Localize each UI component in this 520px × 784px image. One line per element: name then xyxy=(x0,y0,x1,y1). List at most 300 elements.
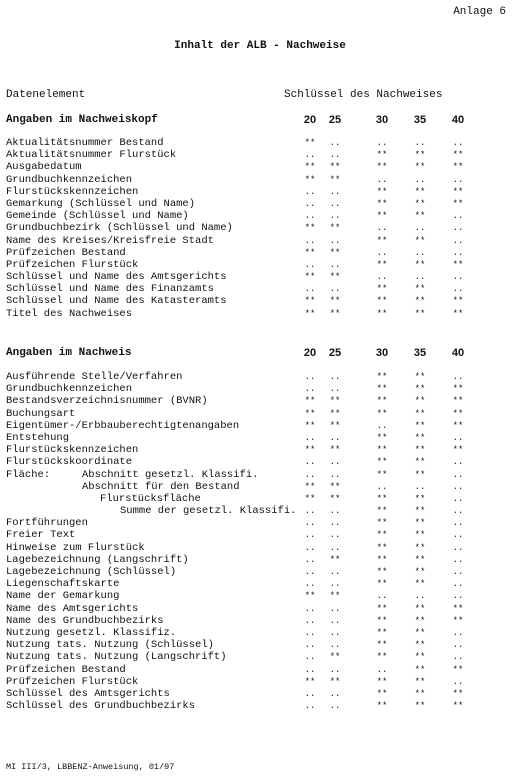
row-label: Lagebezeichnung (Schlüssel) xyxy=(6,566,177,578)
row-mark: ** xyxy=(376,518,388,529)
row-mark: .. xyxy=(329,579,341,590)
row-label: Fläche: xyxy=(6,468,51,481)
row-mark: ** xyxy=(414,676,426,687)
table-row xyxy=(6,186,476,198)
table-row xyxy=(6,271,476,283)
row-label: Grundbuchkennzeichen xyxy=(6,383,133,396)
row-mark: .. xyxy=(329,432,341,443)
row-mark: ** xyxy=(414,235,426,246)
row-mark: .. xyxy=(414,272,426,283)
row-mark: ** xyxy=(329,676,341,687)
row-mark: .. xyxy=(304,469,316,480)
row-mark: .. xyxy=(452,579,464,590)
row-mark: .. xyxy=(304,372,316,382)
table-row xyxy=(6,603,476,615)
row-mark: .. xyxy=(452,432,464,443)
row-mark: .. xyxy=(376,420,388,431)
row-mark: .. xyxy=(452,457,464,468)
row-mark: ** xyxy=(414,445,426,456)
row-mark: .. xyxy=(304,701,316,712)
row-label: Name der Gemarkung xyxy=(6,590,120,603)
row-mark: ** xyxy=(414,567,426,577)
row-mark: .. xyxy=(329,530,341,541)
row-mark: .. xyxy=(452,676,464,687)
row-mark: .. xyxy=(304,542,316,553)
row-mark: ** xyxy=(376,296,388,307)
row-mark: .. xyxy=(304,603,316,614)
row-label: Ausführende Stelle/Verfahren xyxy=(6,371,183,383)
row-mark: .. xyxy=(329,211,341,222)
row-mark: ** xyxy=(414,396,426,407)
table-row xyxy=(6,420,476,432)
row-mark: .. xyxy=(329,615,341,626)
table-row xyxy=(6,481,476,493)
section-title: Angaben im Nachweiskopf xyxy=(6,114,158,126)
table-row xyxy=(6,444,476,456)
row-mark: ** xyxy=(376,701,388,712)
row-mark: .. xyxy=(304,567,316,577)
row-label: Aktualitätsnummer Bestand xyxy=(6,137,164,149)
row-mark: .. xyxy=(452,506,464,517)
row-mark: ** xyxy=(414,432,426,443)
row-mark: .. xyxy=(304,530,316,541)
table-row xyxy=(6,590,476,602)
table-row xyxy=(6,210,476,222)
row-mark: .. xyxy=(452,211,464,222)
row-mark: ** xyxy=(329,396,341,407)
row-label: Prüfzeichen Flurstück xyxy=(6,675,139,688)
row-mark: .. xyxy=(376,247,388,258)
row-mark: .. xyxy=(304,664,316,675)
row-mark: .. xyxy=(414,247,426,258)
row-mark: ** xyxy=(376,396,388,407)
row-mark: .. xyxy=(329,688,341,699)
document-title: Inhalt der ALB - Nachweise xyxy=(174,40,346,52)
row-mark: ** xyxy=(329,481,341,492)
row-label: Name des Kreises/Kreisfreie Stadt xyxy=(6,234,214,247)
row-mark: ** xyxy=(376,186,388,197)
column-header-key: Schlüssel des Nachweises xyxy=(284,89,443,101)
row-mark: .. xyxy=(376,272,388,283)
code-20: 20 xyxy=(303,114,317,126)
row-mark: ** xyxy=(452,308,464,319)
row-mark: ** xyxy=(304,223,316,234)
row-mark: ** xyxy=(414,652,426,663)
row-label: Schlüssel des Amtsgerichts xyxy=(6,687,170,700)
row-mark: ** xyxy=(452,445,464,456)
row-mark: ** xyxy=(414,469,426,480)
row-mark: .. xyxy=(304,640,316,651)
row-label: Abschnitt für den Bestand xyxy=(82,480,240,493)
row-mark: .. xyxy=(329,150,341,161)
row-mark: ** xyxy=(414,701,426,712)
row-mark: .. xyxy=(452,591,464,602)
code-40: 40 xyxy=(451,347,465,359)
row-mark: .. xyxy=(414,481,426,492)
table-row xyxy=(6,664,476,676)
row-label: Schlüssel und Name des Katasteramts xyxy=(6,295,227,308)
section-rows xyxy=(6,137,476,320)
table-row xyxy=(6,493,476,505)
row-label: Grundbuchkennzeichen xyxy=(6,173,133,186)
row-label: Schlüssel des Grundbuchbezirks xyxy=(6,700,196,713)
table-row xyxy=(6,137,476,149)
table-row xyxy=(6,688,476,700)
table-row xyxy=(6,676,476,688)
row-mark: ** xyxy=(414,554,426,565)
row-mark: .. xyxy=(376,223,388,234)
row-mark: ** xyxy=(414,384,426,395)
row-mark: ** xyxy=(304,408,316,419)
row-mark: ** xyxy=(414,640,426,651)
row-mark: ** xyxy=(329,296,341,307)
row-mark: ** xyxy=(304,308,316,319)
row-mark: ** xyxy=(329,420,341,431)
row-mark: .. xyxy=(304,652,316,663)
row-label: Prüfzeichen Flurstück xyxy=(6,258,139,271)
row-label: Summe der gesetzl. Klassifi. xyxy=(120,505,297,518)
table-row xyxy=(6,505,476,517)
table-row xyxy=(6,542,476,554)
row-label: Ausgabedatum xyxy=(6,161,82,174)
row-mark: ** xyxy=(304,481,316,492)
section-rows xyxy=(6,371,476,712)
row-mark: ** xyxy=(329,223,341,234)
row-label: Flurstückskennzeichen xyxy=(6,444,139,457)
row-label: Prüfzeichen Bestand xyxy=(6,663,126,676)
row-mark: ** xyxy=(376,284,388,295)
row-mark: .. xyxy=(376,138,388,148)
row-mark: ** xyxy=(304,247,316,258)
row-label-sub: Abschnitt gesetzl. Klassifi. xyxy=(82,468,259,481)
row-mark: ** xyxy=(304,591,316,602)
row-label: Hinweise zum Flurstück xyxy=(6,541,145,554)
table-row xyxy=(6,469,476,481)
row-mark: .. xyxy=(414,591,426,602)
row-mark: ** xyxy=(376,308,388,319)
row-mark: ** xyxy=(376,640,388,651)
footer-reference: MI III/3, LBBENZ-Anweisung, 01/97 xyxy=(6,762,175,772)
row-label: Gemeinde (Schlüssel und Name) xyxy=(6,210,189,223)
row-mark: ** xyxy=(304,676,316,687)
row-mark: ** xyxy=(329,174,341,185)
table-row xyxy=(6,615,476,627)
section-head xyxy=(6,114,476,128)
row-mark: ** xyxy=(329,408,341,419)
row-label: Entstehung xyxy=(6,431,70,444)
row-mark: ** xyxy=(376,627,388,638)
row-mark: .. xyxy=(414,223,426,234)
row-mark: ** xyxy=(376,688,388,699)
row-mark: .. xyxy=(452,469,464,480)
row-mark: ** xyxy=(376,469,388,480)
section-head xyxy=(6,347,476,361)
row-mark: .. xyxy=(329,603,341,614)
row-mark: .. xyxy=(329,627,341,638)
table-row xyxy=(6,174,476,186)
row-mark: .. xyxy=(304,554,316,565)
row-mark: ** xyxy=(329,445,341,456)
row-mark: .. xyxy=(329,567,341,577)
table-row xyxy=(6,456,476,468)
row-mark: ** xyxy=(414,408,426,419)
row-mark: ** xyxy=(329,247,341,258)
row-mark: ** xyxy=(452,384,464,395)
row-mark: .. xyxy=(414,174,426,185)
table-row xyxy=(6,222,476,234)
row-mark: ** xyxy=(452,701,464,712)
row-mark: .. xyxy=(329,198,341,209)
row-mark: ** xyxy=(376,676,388,687)
row-mark: ** xyxy=(376,235,388,246)
row-mark: ** xyxy=(414,372,426,382)
row-mark: .. xyxy=(304,198,316,209)
row-mark: .. xyxy=(304,627,316,638)
row-mark: ** xyxy=(452,162,464,173)
row-mark: .. xyxy=(304,432,316,443)
row-mark: .. xyxy=(304,211,316,222)
row-mark: .. xyxy=(304,150,316,161)
row-mark: ** xyxy=(376,162,388,173)
row-mark: ** xyxy=(304,296,316,307)
row-label: Nutzung gesetzl. Klassifiz. xyxy=(6,626,177,639)
table-row xyxy=(6,700,476,712)
row-mark: ** xyxy=(452,408,464,419)
table-row xyxy=(6,295,476,307)
row-mark: .. xyxy=(329,372,341,382)
row-mark: ** xyxy=(376,554,388,565)
row-mark: ** xyxy=(414,664,426,675)
row-mark: .. xyxy=(452,272,464,283)
row-mark: ** xyxy=(452,259,464,270)
row-mark: ** xyxy=(376,457,388,468)
row-mark: ** xyxy=(414,518,426,529)
row-label: Aktualitätsnummer Flurstück xyxy=(6,149,177,162)
row-mark: .. xyxy=(376,591,388,602)
row-mark: ** xyxy=(452,615,464,626)
row-mark: ** xyxy=(414,457,426,468)
row-mark: ** xyxy=(414,627,426,638)
row-label: Liegenschaftskarte xyxy=(6,578,120,591)
row-mark: ** xyxy=(414,296,426,307)
code-35: 35 xyxy=(413,114,427,126)
table-row xyxy=(6,517,476,529)
row-mark: .. xyxy=(304,384,316,395)
row-label: Grundbuchbezirk (Schlüssel und Name) xyxy=(6,222,233,235)
table-row xyxy=(6,432,476,444)
row-label: Nutzung tats. Nutzung (Langschrift) xyxy=(6,651,227,664)
row-mark: ** xyxy=(304,445,316,456)
row-mark: ** xyxy=(376,408,388,419)
code-30: 30 xyxy=(375,347,389,359)
row-label: Name des Grundbuchbezirks xyxy=(6,614,164,627)
row-mark: .. xyxy=(304,579,316,590)
row-mark: ** xyxy=(329,554,341,565)
table-row xyxy=(6,283,476,295)
row-mark: ** xyxy=(376,652,388,663)
row-mark: .. xyxy=(452,235,464,246)
row-mark: ** xyxy=(376,542,388,553)
row-mark: .. xyxy=(329,469,341,480)
row-mark: .. xyxy=(452,554,464,565)
row-mark: ** xyxy=(414,284,426,295)
row-mark: ** xyxy=(376,567,388,577)
row-label: Schlüssel und Name des Finanzamts xyxy=(6,283,214,296)
row-mark: .. xyxy=(329,664,341,675)
row-mark: ** xyxy=(304,420,316,431)
row-mark: ** xyxy=(414,211,426,222)
table-row xyxy=(6,161,476,173)
row-mark: ** xyxy=(304,138,316,148)
row-mark: ** xyxy=(414,420,426,431)
row-mark: ** xyxy=(414,615,426,626)
code-25: 25 xyxy=(328,114,342,126)
row-label: Schlüssel und Name des Amtsgerichts xyxy=(6,271,227,284)
row-label: Gemarkung (Schlüssel und Name) xyxy=(6,197,196,210)
row-mark: ** xyxy=(452,150,464,161)
row-mark: ** xyxy=(414,506,426,517)
row-mark: .. xyxy=(329,518,341,529)
row-label: Buchungsart xyxy=(6,407,76,420)
row-mark: .. xyxy=(304,518,316,529)
row-mark: .. xyxy=(304,615,316,626)
row-label: Fortführungen xyxy=(6,517,88,530)
table-row xyxy=(6,371,476,383)
table-row xyxy=(6,235,476,247)
row-label: Lagebezeichnung (Langschrift) xyxy=(6,553,189,566)
table-row xyxy=(6,395,476,407)
row-mark: .. xyxy=(452,223,464,234)
row-mark: ** xyxy=(304,396,316,407)
row-mark: ** xyxy=(376,259,388,270)
row-mark: .. xyxy=(452,542,464,553)
row-mark: .. xyxy=(329,186,341,197)
row-mark: .. xyxy=(329,235,341,246)
row-label: Titel des Nachweises xyxy=(6,307,133,320)
table-row xyxy=(6,529,476,541)
row-mark: .. xyxy=(304,284,316,295)
row-mark: ** xyxy=(376,211,388,222)
row-mark: ** xyxy=(452,603,464,614)
row-mark: ** xyxy=(376,603,388,614)
annex-label: Anlage 6 xyxy=(453,6,506,18)
row-mark: ** xyxy=(376,493,388,504)
row-label: Name des Amtsgerichts xyxy=(6,602,139,615)
row-mark: .. xyxy=(304,688,316,699)
table-row xyxy=(6,308,476,320)
row-mark: ** xyxy=(414,542,426,553)
row-mark: .. xyxy=(329,284,341,295)
row-mark: ** xyxy=(304,272,316,283)
row-mark: ** xyxy=(376,432,388,443)
row-mark: ** xyxy=(414,688,426,699)
row-mark: .. xyxy=(329,701,341,712)
row-mark: .. xyxy=(414,138,426,148)
row-mark: ** xyxy=(304,162,316,173)
row-label: Nutzung tats. Nutzung (Schlüssel) xyxy=(6,639,214,652)
row-mark: ** xyxy=(414,186,426,197)
table-row xyxy=(6,566,476,578)
row-mark: ** xyxy=(304,174,316,185)
row-mark: .. xyxy=(452,493,464,504)
row-mark: .. xyxy=(452,640,464,651)
table-row xyxy=(6,383,476,395)
row-mark: ** xyxy=(329,162,341,173)
row-mark: ** xyxy=(414,603,426,614)
row-mark: .. xyxy=(376,481,388,492)
row-mark: .. xyxy=(304,186,316,197)
row-label: Bestandsverzeichnisnummer (BVNR) xyxy=(6,395,208,408)
row-mark: ** xyxy=(452,396,464,407)
table-row xyxy=(6,578,476,590)
row-mark: ** xyxy=(329,493,341,504)
row-mark: ** xyxy=(376,579,388,590)
row-mark: ** xyxy=(329,652,341,663)
row-mark: .. xyxy=(329,259,341,270)
row-mark: ** xyxy=(304,493,316,504)
row-mark: .. xyxy=(304,457,316,468)
table-row xyxy=(6,639,476,651)
row-mark: .. xyxy=(452,567,464,577)
row-mark: ** xyxy=(329,272,341,283)
row-mark: .. xyxy=(329,457,341,468)
row-label: Flurstückskennzeichen xyxy=(6,185,139,198)
row-mark: ** xyxy=(376,506,388,517)
table-row xyxy=(6,627,476,639)
row-label: Eigentümer-/Erbbauberechtigtenangaben xyxy=(6,419,240,432)
table-row xyxy=(6,651,476,663)
row-label: Prüfzeichen Bestand xyxy=(6,246,126,259)
row-mark: ** xyxy=(376,445,388,456)
row-label: Freier Text xyxy=(6,529,76,542)
row-mark: .. xyxy=(452,284,464,295)
row-mark: .. xyxy=(304,259,316,270)
row-mark: ** xyxy=(376,530,388,541)
row-mark: ** xyxy=(329,308,341,319)
row-mark: .. xyxy=(452,372,464,382)
row-mark: ** xyxy=(329,591,341,602)
row-mark: .. xyxy=(329,138,341,148)
row-mark: ** xyxy=(376,198,388,209)
row-label: Flurstückskoordinate xyxy=(6,456,133,469)
row-mark: .. xyxy=(452,138,464,148)
row-mark: ** xyxy=(414,308,426,319)
column-header-data-element: Datenelement xyxy=(6,89,86,101)
row-mark: ** xyxy=(414,198,426,209)
table-row xyxy=(6,149,476,161)
row-mark: ** xyxy=(414,493,426,504)
row-mark: ** xyxy=(414,150,426,161)
row-mark: ** xyxy=(452,664,464,675)
section-title: Angaben im Nachweis xyxy=(6,347,132,359)
row-mark: ** xyxy=(452,198,464,209)
row-mark: ** xyxy=(376,150,388,161)
code-30: 30 xyxy=(375,114,389,126)
row-mark: ** xyxy=(452,420,464,431)
row-mark: ** xyxy=(414,162,426,173)
table-row xyxy=(6,408,476,420)
row-mark: .. xyxy=(329,384,341,395)
row-mark: .. xyxy=(452,247,464,258)
row-mark: .. xyxy=(452,627,464,638)
row-mark: .. xyxy=(376,174,388,185)
row-label: Flurstücksfläche xyxy=(100,492,201,505)
code-40: 40 xyxy=(451,114,465,126)
row-mark: .. xyxy=(329,506,341,517)
row-mark: ** xyxy=(414,530,426,541)
row-mark: .. xyxy=(329,542,341,553)
row-mark: ** xyxy=(414,579,426,590)
